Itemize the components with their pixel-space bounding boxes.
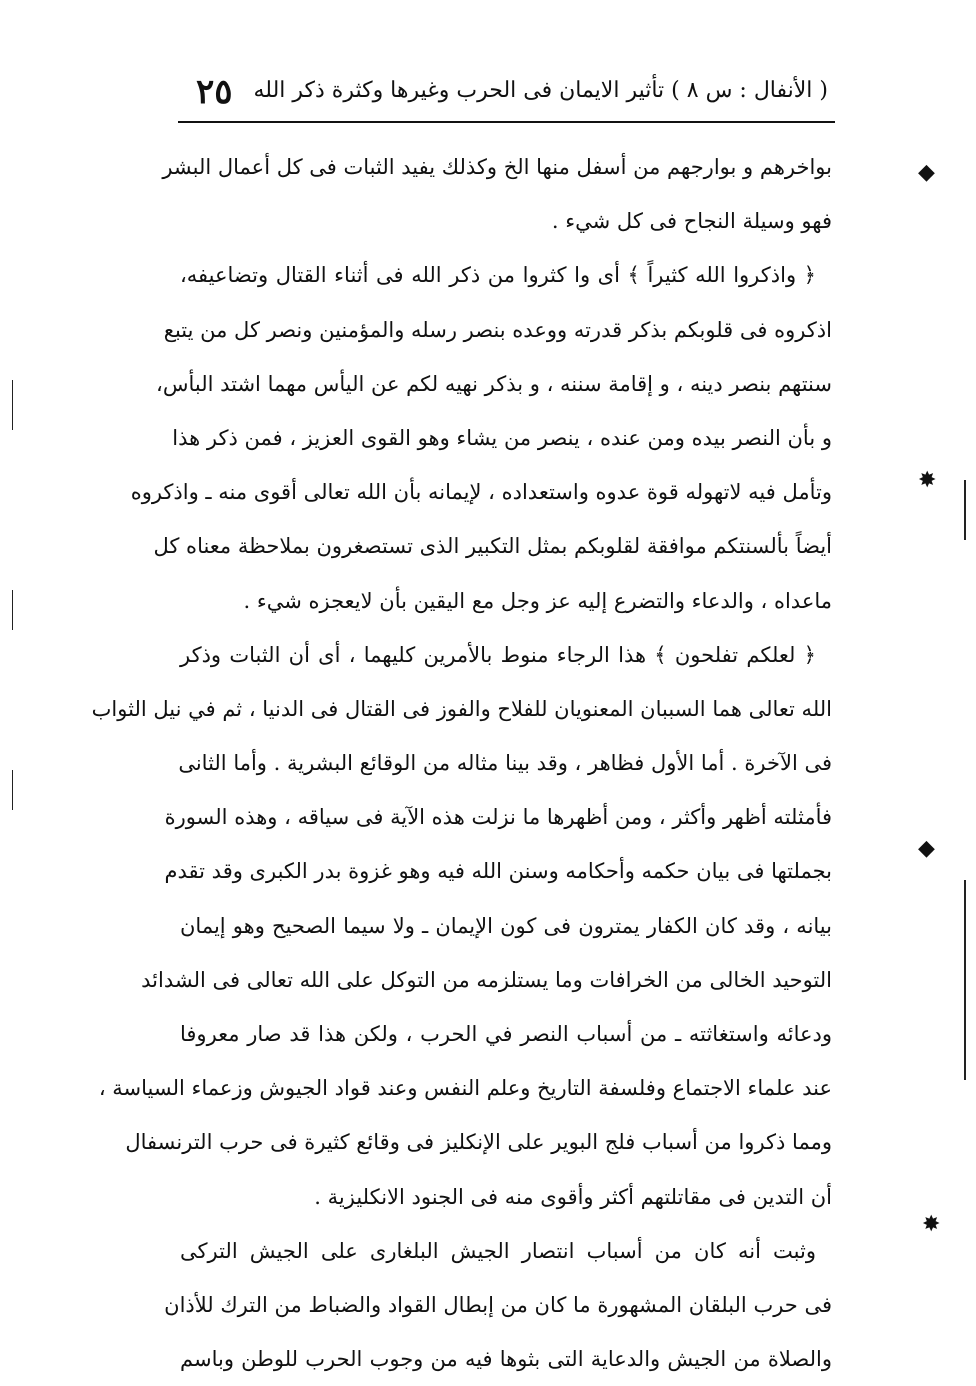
- text-line: أيضاً بألسنتكم موافقة لقلوبكم بمثل التكبير الذى تستصغرون بملاحظة معناه كل: [153, 534, 832, 559]
- text-line: اذكروه فى قلوبكم بذكر قدرته ووعده بنصر رسله والمؤمنين ونصر كل من يتبع: [163, 317, 832, 342]
- margin-ink-mark: ✸: [922, 1212, 941, 1237]
- margin-ink-mark: ✸: [918, 468, 937, 493]
- body-text: [91, 140, 832, 1386]
- scan-edge-line: [12, 380, 13, 430]
- text-line: فهو وسيلة النجاح فى كل شيء .: [551, 209, 832, 234]
- page-number: ٢٥: [196, 72, 233, 112]
- text-line: ماعداه ، والدعاء والتضرع إليه عز وجل مع اليقين بأن لايعجزه شيء .: [243, 588, 832, 613]
- text-line: بواخرهم و بوارجهم من أسفل منها الخ وكذلك يفيد الثبات فى كل أعمال البشر: [162, 155, 832, 179]
- running-header: [178, 70, 828, 118]
- text-line: ﴿ واذكروا الله كثيراً ﴾ أى وا كثروا من ذكر الله فى أثناء القتال وتضاعيفه،: [180, 263, 816, 288]
- text-line: فأمثلته أظهر وأكثر ، ومن أظهرها ما نزلت هذه الآية فى سياقه ، وهذه السورة: [164, 805, 832, 830]
- text-line: وتأمل فيه لاتهوله قوة عدوه واستعداده ، لإيمانه بأن الله تعالى أقوى منه ـ واذكروه: [130, 480, 832, 505]
- text-line: ودعائه واستغاثته ـ من أسباب النصر في الحرب ، ولكن هذا قد صار معروفا: [180, 1022, 832, 1046]
- scan-edge-line: [12, 770, 13, 810]
- text-line: ومما ذكروا من أسباب فلج البوير على الإنكليز فى وقائع كثيرة فى حرب الترنسفال: [125, 1130, 832, 1155]
- text-line: أن التدين فى مقاتلتهم أكثر وأقوى منه فى الجنود الانكليزية .: [314, 1184, 832, 1209]
- margin-ink-mark: ◆: [918, 160, 935, 185]
- text-line: وثبت أنه كان من أسباب انتصار الجيش البلغارى على الجيش التركى: [180, 1238, 816, 1263]
- text-line: عند علماء الاجتماع وفلسفة التاريخ وعلم النفس وعند قواد الجيوش وزعماء السياسة ،: [98, 1076, 832, 1101]
- scan-edge-line: [964, 480, 966, 540]
- text-line: فى حرب البلقان المشهورة ما كان من إبطال القواد والضباط من الترك للأذان: [164, 1292, 832, 1317]
- text-line: بجملتها فى بيان حكمه وأحكامه وسنن الله فيه وهو غزوة بدر الكبرى وقد تقدم: [164, 859, 832, 884]
- text-line: فى الآخرة . أما الأول فظاهر ، وقد بينا مثاله من الوقائع البشرية . وأما الثانى: [178, 751, 832, 776]
- text-line: و بأن النصر بيده ومن عنده ، ينصر من يشاء وهو القوى العزيز ، فمن ذكر هذا: [172, 425, 832, 450]
- margin-ink-mark: ◆: [918, 836, 935, 861]
- text-line: سنتهم بنصر دينه ، و إقامة سننه ، و بذكر نهيه لكم عن اليأس مهما اشتد البأس،: [156, 371, 832, 396]
- text-line: بيانه ، وقد كان الكفار يمترون فى كون الإيمان ـ ولا سيما الصحيح وهو إيمان: [180, 913, 832, 938]
- text-line: والصلاة من الجيش والدعاية التى بثوها فيه من وجوب الحرب للوطن وباسم: [180, 1347, 832, 1372]
- text-line: الله تعالى هما السببان المعنويان للفلاح والفوز فى القتال فى الدنيا ، ثم في نيل الثواب: [91, 696, 832, 721]
- scan-edge-line: [964, 880, 966, 1080]
- scan-edge-line: [12, 590, 13, 630]
- header-title: ( الأنفال : س ٨ ) تأثير الايمان فى الحرب وغيرها وكثرة ذكر الله: [253, 78, 828, 103]
- text-line: التوحيد الخالى من الخرافات وما يستلزمه من التوكل على الله تعالى فى الشدائد: [141, 967, 832, 992]
- header-rule: [178, 121, 835, 123]
- text-line: ﴿ لعلكم تفلحون ﴾ هذا الرجاء منوط بالأمرين كليهما ، أى أن الثبات وذكر: [180, 642, 816, 667]
